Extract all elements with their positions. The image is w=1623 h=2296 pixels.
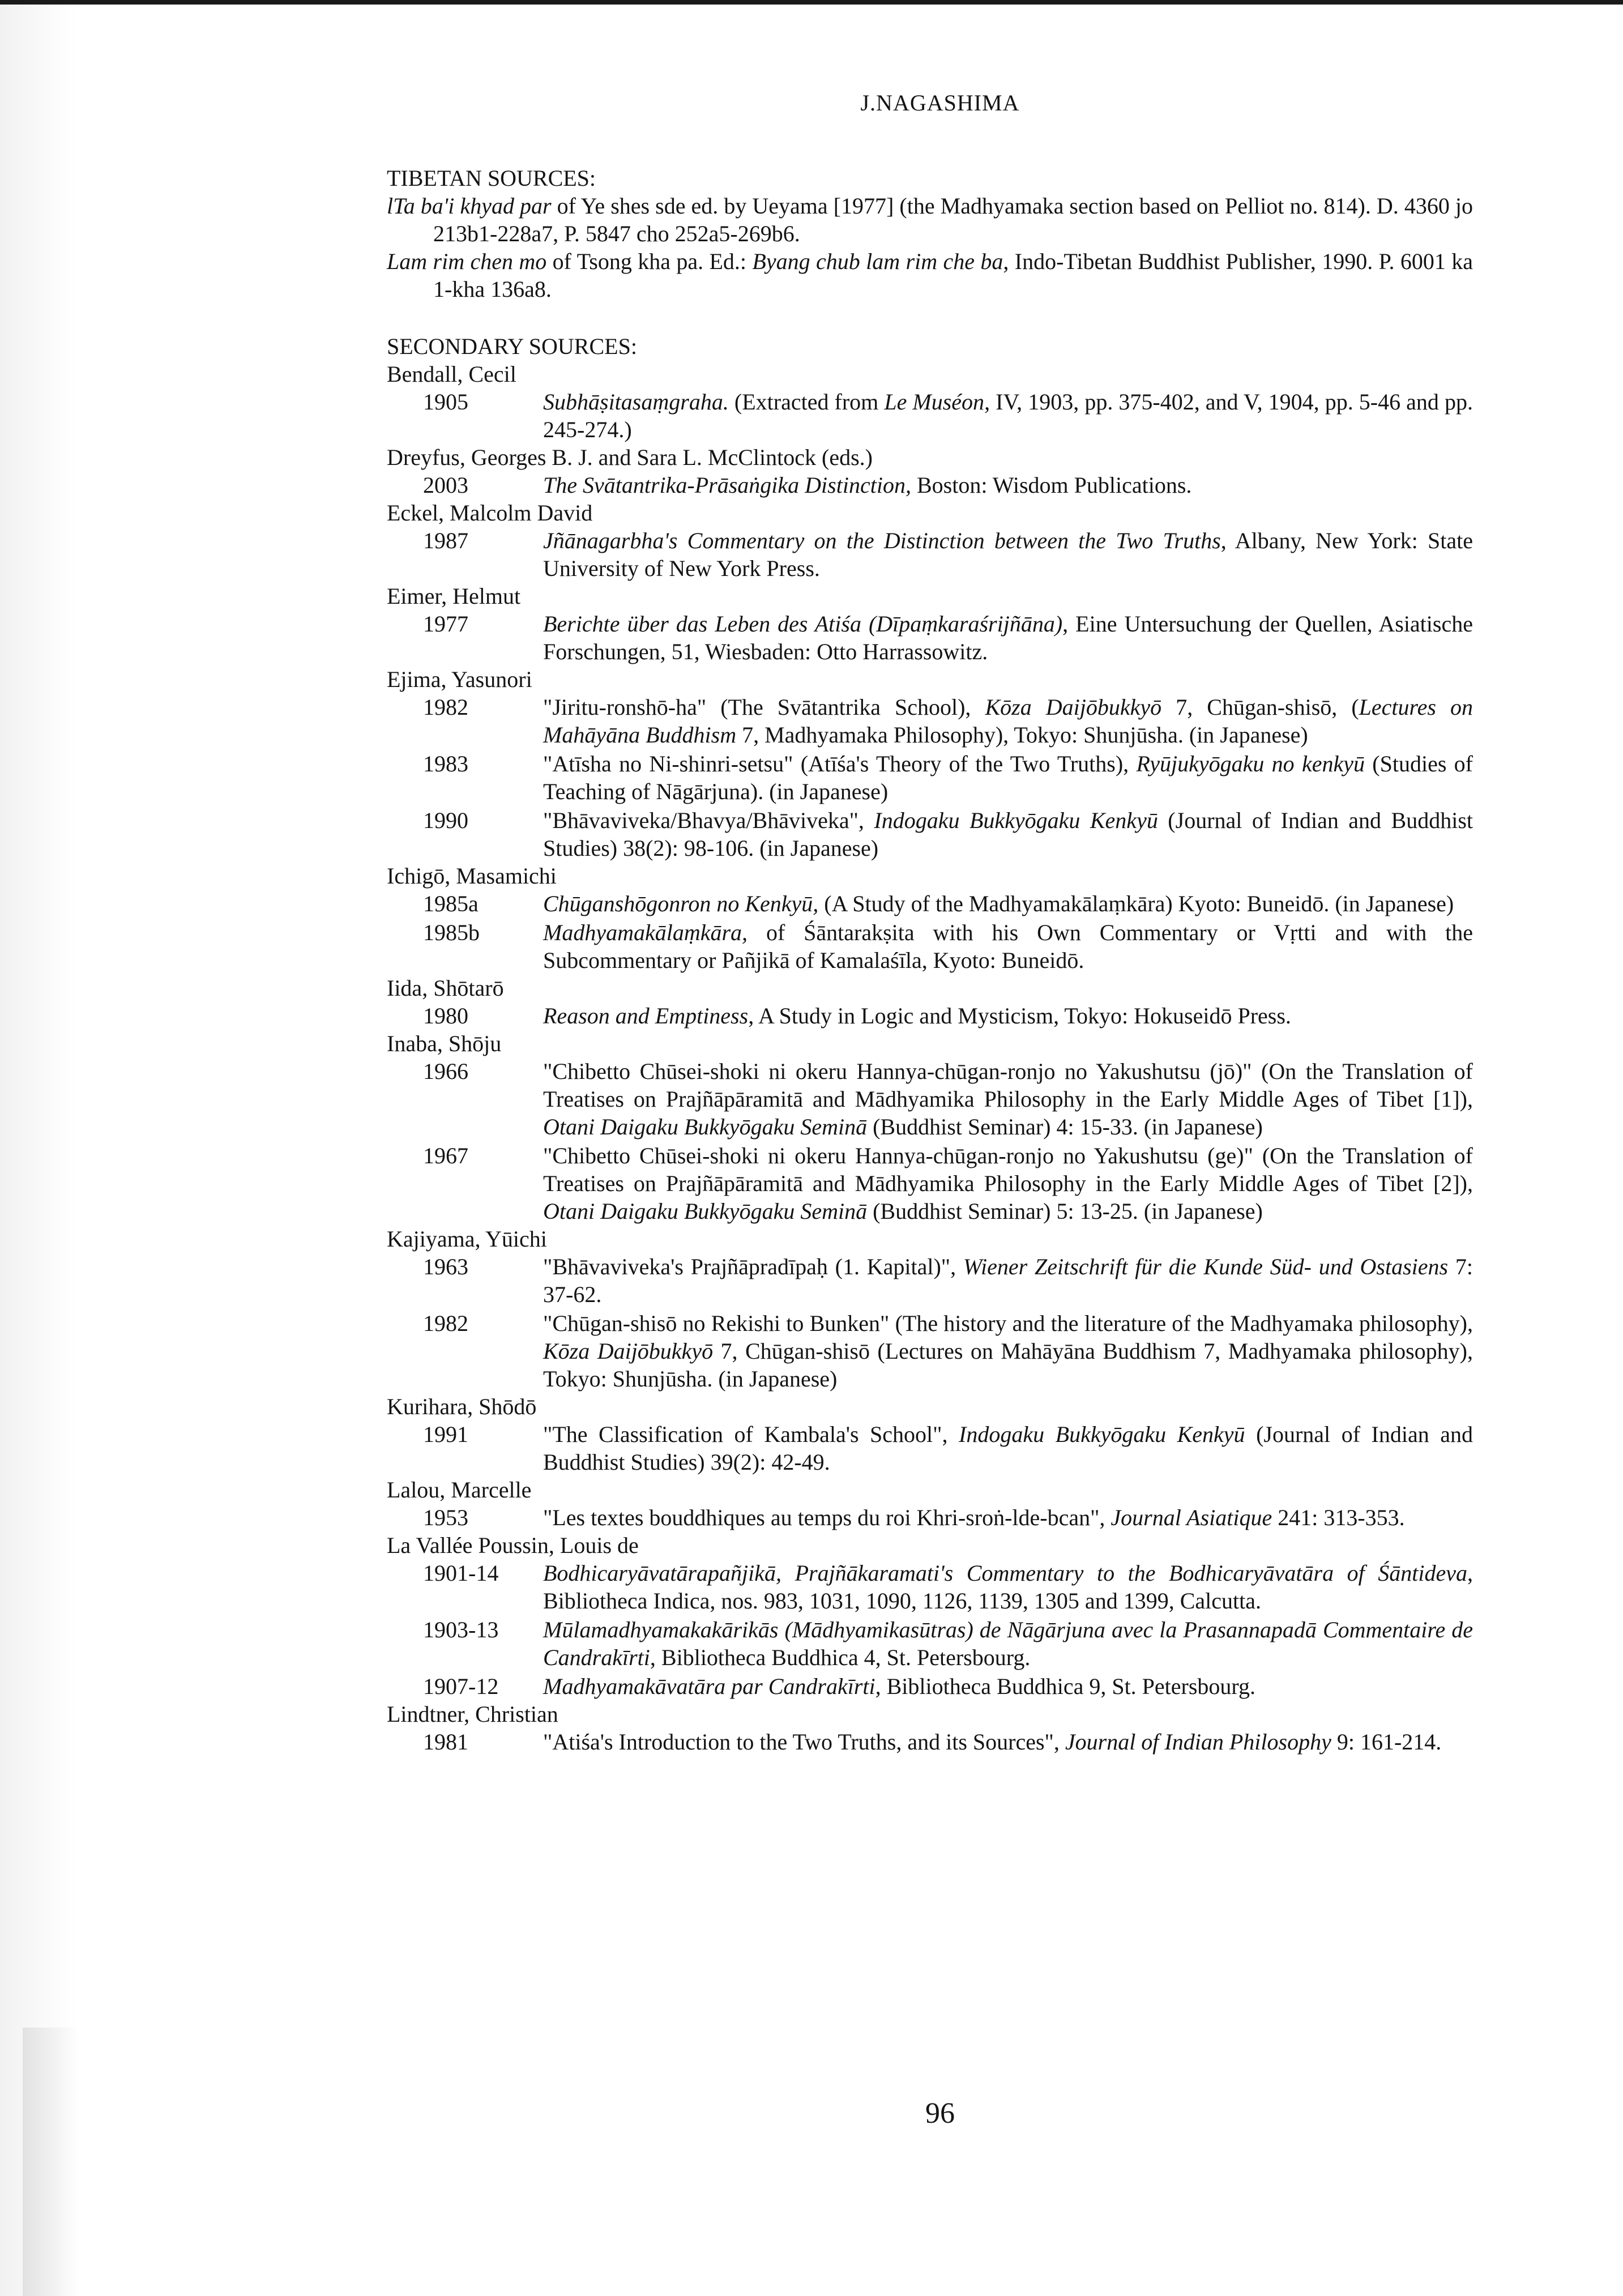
reference-text: "Chūgan-shisō no Rekishi to Bunken" (The history and the literature of the Madhyamaka philosophy), Kōza Daijōbukkyō 7, Chūgan-shisō (Lectures on Mahāyāna Buddhism 7, Madhyamaka philosophy), Tokyo: Shunjūsha. (in Japanese): [543, 1311, 1473, 1392]
scan-shadow-left: [0, 0, 76, 2296]
reference-year: 1990: [423, 808, 468, 833]
reference-title: Bodhicaryāvatārapañjikā, Prajñākaramati's Commentary to the Bodhicaryāvatāra of Śāntideva: [543, 1560, 1467, 1586]
reference-entry: [387, 1420, 1473, 1476]
reference-text: Bodhicaryāvatārapañjikā, Prajñākaramati's Commentary to the Bodhicaryāvatāra of Śāntideva, Bibliotheca Indica, nos. 983, 1031, 1090, 1126, 1139, 1305 and 1399, Calcutta.: [543, 1560, 1473, 1614]
reference-title: Indogaku Bukkyōgaku Kenkyū: [874, 808, 1158, 833]
author-name: Bendall, Cecil: [387, 361, 516, 387]
reference-year: 1980: [423, 1003, 468, 1028]
author-name: Ichigō, Masamichi: [387, 863, 557, 889]
reference-entry: [387, 1142, 1473, 1225]
author-name: Eimer, Helmut: [387, 583, 521, 609]
reference-year: 1991: [423, 1422, 468, 1447]
reference-text: "Les textes bouddhiques au temps du roi Khri-sroṅ-lde-bcan", Journal Asiatique 241: 313-353.: [543, 1505, 1405, 1530]
reference-year: 1982: [423, 1311, 468, 1336]
reference-entry: [387, 890, 1473, 917]
reference-title: Madhyamakāvatāra par Candrakīrti,: [543, 1674, 881, 1699]
reference-year: 1907-12: [423, 1674, 499, 1699]
reference-title: Berichte über das Leben des Atiśa (Dīpaṃkaraśrijñāna): [543, 611, 1063, 637]
reference-text: "The Classification of Kambala's School", Indogaku Bukkyōgaku Kenkyū (Journal of Indian and Buddhist Studies) 39(2): 42-49.: [543, 1422, 1473, 1475]
reference-text: The Svātantrika-Prāsaṅgika Distinction, Boston: Wisdom Publications.: [543, 472, 1192, 498]
author-name: Dreyfus, Georges B. J. and Sara L. McClintock (eds.): [387, 445, 873, 470]
reference-title: Indogaku Bukkyōgaku Kenkyū: [959, 1422, 1245, 1447]
entry-text: of Tsong kha pa. Ed.:: [546, 249, 753, 274]
reference-text: Subhāṣitasaṃgraha. (Extracted from Le Muséon, IV, 1903, pp. 375-402, and V, 1904, pp. 5-46 and pp. 245-274.): [543, 389, 1473, 442]
reference-entry: [387, 1559, 1473, 1615]
reference-entry: [387, 610, 1473, 665]
reference-title: Mūlamadhyamakakārikās (Mādhyamikasūtras) de Nāgārjuna avec la Prasannapadā Commentaire de Candrakīrti: [543, 1617, 1473, 1670]
reference-year: 1985b: [423, 920, 480, 945]
author-name: La Vallée Poussin, Louis de: [387, 1533, 639, 1558]
reference-title: Madhyamakālaṃkāra,: [543, 920, 748, 945]
reference-year: 1983: [423, 751, 468, 776]
reference-text: Madhyamakāvatāra par Candrakīrti, Bibliotheca Buddhica 9, St. Petersbourg.: [543, 1674, 1256, 1699]
reference-entry: [387, 388, 1473, 443]
reference-year: 1985a: [423, 891, 479, 916]
reference-entry: [387, 1616, 1473, 1671]
bibliography: [387, 164, 1473, 1756]
reference-text: "Atīsha no Ni-shinri-setsu" (Atīśa's Theory of the Two Truths), Ryūjukyōgaku no kenkyū (Studies of Teaching of Nāgārjuna). (in Japanese): [543, 751, 1473, 804]
reference-entry: [387, 1002, 1473, 1030]
reference-entry: [387, 1728, 1473, 1756]
section-heading-secondary: SECONDARY SOURCES:: [387, 334, 637, 359]
reference-entry: [387, 527, 1473, 582]
reference-title: Kōza Daijōbukkyō: [543, 1338, 714, 1364]
reference-text: Mūlamadhyamakakārikās (Mādhyamikasūtras) de Nāgārjuna avec la Prasannapadā Commentaire de Candrakīrti, Bibliotheca Buddhica 4, St. Petersbourg.: [543, 1617, 1473, 1670]
reference-year: 1977: [423, 611, 468, 637]
reference-text: Jñānagarbha's Commentary on the Distinction between the Two Truths, Albany, New York: State University of New York Press.: [543, 528, 1473, 581]
reference-title: Lectures on Mahāyāna Buddhism: [543, 694, 1473, 748]
reference-year: 1901-14: [423, 1560, 499, 1586]
reference-text: "Chibetto Chūsei-shoki ni okeru Hannya-chūgan-ronjo no Yakushutsu (jō)" (On the Translation of Treatises on Prajñāpāramitā and Mādhyamika Philosophy in the Early Middle Ages of Tibet [1]), Otani Daigaku Bukkyōgaku Seminā (Buddhist Seminar) 4: 15-33. (in Japanese): [543, 1059, 1473, 1140]
reference-text: Berichte über das Leben des Atiśa (Dīpaṃkaraśrijñāna), Eine Untersuchung der Quellen, Asiatische Forschungen, 51, Wiesbaden: Otto Harrassowitz.: [543, 611, 1473, 664]
reference-text: "Bhāvaviveka/Bhavya/Bhāviveka", Indogaku Bukkyōgaku Kenkyū (Journal of Indian and Buddhist Studies) 38(2): 98-106. (in Japanese): [543, 808, 1473, 861]
scan-shadow-bottom-left: [23, 2028, 79, 2296]
reference-entry: [387, 1504, 1473, 1531]
reference-title: Journal of Indian Philosophy: [1065, 1729, 1331, 1755]
reference-entry: [387, 806, 1473, 862]
reference-text: Reason and Emptiness, A Study in Logic and Mysticism, Tokyo: Hokuseidō Press.: [543, 1003, 1291, 1028]
top-border-rule: [0, 0, 1623, 5]
section-heading-tibetan: TIBETAN SOURCES:: [387, 165, 596, 191]
reference-title: Jñānagarbha's Commentary on the Distinction between the Two Truths: [543, 528, 1221, 553]
reference-year: 1987: [423, 528, 468, 553]
entry-title: Lam rim chen mo: [387, 249, 547, 274]
reference-text: Chūganshōgonron no Kenkyū, (A Study of the Madhyamakālaṃkāra) Kyoto: Buneidō. (in Japanese): [543, 891, 1454, 916]
author-name: Lindtner, Christian: [387, 1701, 558, 1727]
reference-entry: [387, 693, 1473, 749]
reference-title: Ryūjukyōgaku no kenkyū: [1136, 751, 1365, 776]
reference-title: Chūganshōgonron no Kenkyū,: [543, 891, 819, 916]
reference-title: Wiener Zeitschrift für die Kunde Süd- und Ostasiens: [963, 1254, 1449, 1279]
reference-text: "Atiśa's Introduction to the Two Truths, and its Sources", Journal of Indian Philosophy 9: 161-214.: [543, 1729, 1442, 1755]
reference-year: 1982: [423, 694, 468, 720]
entry-text: of Ye shes sde ed. by Ueyama [1977] (the Madhyamaka section based on Pelliot no. 814). D. 4360 jo 213b1-228a7, P. 5847 cho 252a5-269b6.: [433, 193, 1473, 246]
reference-year: 1967: [423, 1143, 468, 1168]
reference-title: Reason and Emptiness: [543, 1003, 749, 1028]
reference-title: Kōza Daijōbukkyō: [985, 694, 1162, 720]
reference-entry: [387, 1672, 1473, 1700]
author-name: Lalou, Marcelle: [387, 1477, 532, 1503]
page-number: 96: [925, 2097, 955, 2129]
reference-text: "Bhāvaviveka's Prajñāpradīpaḥ (1. Kapital)", Wiener Zeitschrift für die Kunde Süd- und Ostasiens 7: 37-62.: [543, 1254, 1473, 1307]
author-name: Kurihara, Shōdō: [387, 1394, 537, 1419]
entry-text: , Indo-Tibetan Buddhist Publisher, 1990. P. 6001 ka 1-kha 136a8.: [433, 249, 1473, 302]
reference-year: 1981: [423, 1729, 468, 1755]
reference-title: Otani Daigaku Bukkyōgaku Seminā: [543, 1114, 868, 1140]
reference-title: Otani Daigaku Bukkyōgaku Seminā: [543, 1198, 868, 1224]
running-head: J.NAGASHIMA: [860, 90, 1020, 116]
reference-entry: [387, 750, 1473, 805]
reference-year: 1953: [423, 1505, 468, 1530]
reference-title: Subhāṣitasaṃgraha.: [543, 389, 729, 415]
reference-year: 1903-13: [423, 1617, 499, 1642]
reference-text: Madhyamakālaṃkāra, of Śāntarakṣita with his Own Commentary or Vṛtti and with the Subcommentary or Pañjikā of Kamalaśīla, Kyoto: Buneidō.: [543, 920, 1473, 973]
reference-title: Le Muséon: [884, 389, 985, 415]
reference-entry: [387, 471, 1473, 499]
reference-entry: [387, 1309, 1473, 1393]
reference-entry: [387, 1057, 1473, 1141]
author-name: Iida, Shōtarō: [387, 975, 504, 1001]
reference-entry: [387, 1253, 1473, 1308]
author-name: Inaba, Shōju: [387, 1031, 502, 1056]
reference-year: 1963: [423, 1254, 468, 1279]
reference-year: 1966: [423, 1059, 468, 1084]
tibetan-entry: [387, 247, 1473, 303]
reference-title: The Svātantrika-Prāsaṅgika Distinction,: [543, 472, 911, 498]
reference-title: Journal Asiatique: [1111, 1505, 1272, 1530]
reference-year: 2003: [423, 472, 468, 498]
author-name: Ejima, Yasunori: [387, 667, 532, 692]
author-name: Kajiyama, Yūichi: [387, 1226, 547, 1252]
reference-entry: [387, 919, 1473, 974]
reference-text: "Chibetto Chūsei-shoki ni okeru Hannya-chūgan-ronjo no Yakushutsu (ge)" (On the Translation of Treatises on Prajñāpāramitā and Mādhyamika Philosophy in the Early Middle Ages of Tibet [2]), Otani Daigaku Bukkyōgaku Seminā (Buddhist Seminar) 5: 13-25. (in Japanese): [543, 1143, 1473, 1224]
entry-title-edition: Byang chub lam rim che ba: [752, 249, 1003, 274]
reference-text: "Jiritu-ronshō-ha" (The Svātantrika School), Kōza Daijōbukkyō 7, Chūgan-shisō, (Lectures on Mahāyāna Buddhism 7, Madhyamaka Philosophy), Tokyo: Shunjūsha. (in Japanese): [543, 694, 1473, 748]
tibetan-entry: [387, 192, 1473, 247]
reference-year: 1905: [423, 389, 468, 415]
entry-title: lTa ba'i khyad par: [387, 193, 552, 219]
author-name: Eckel, Malcolm David: [387, 500, 593, 526]
